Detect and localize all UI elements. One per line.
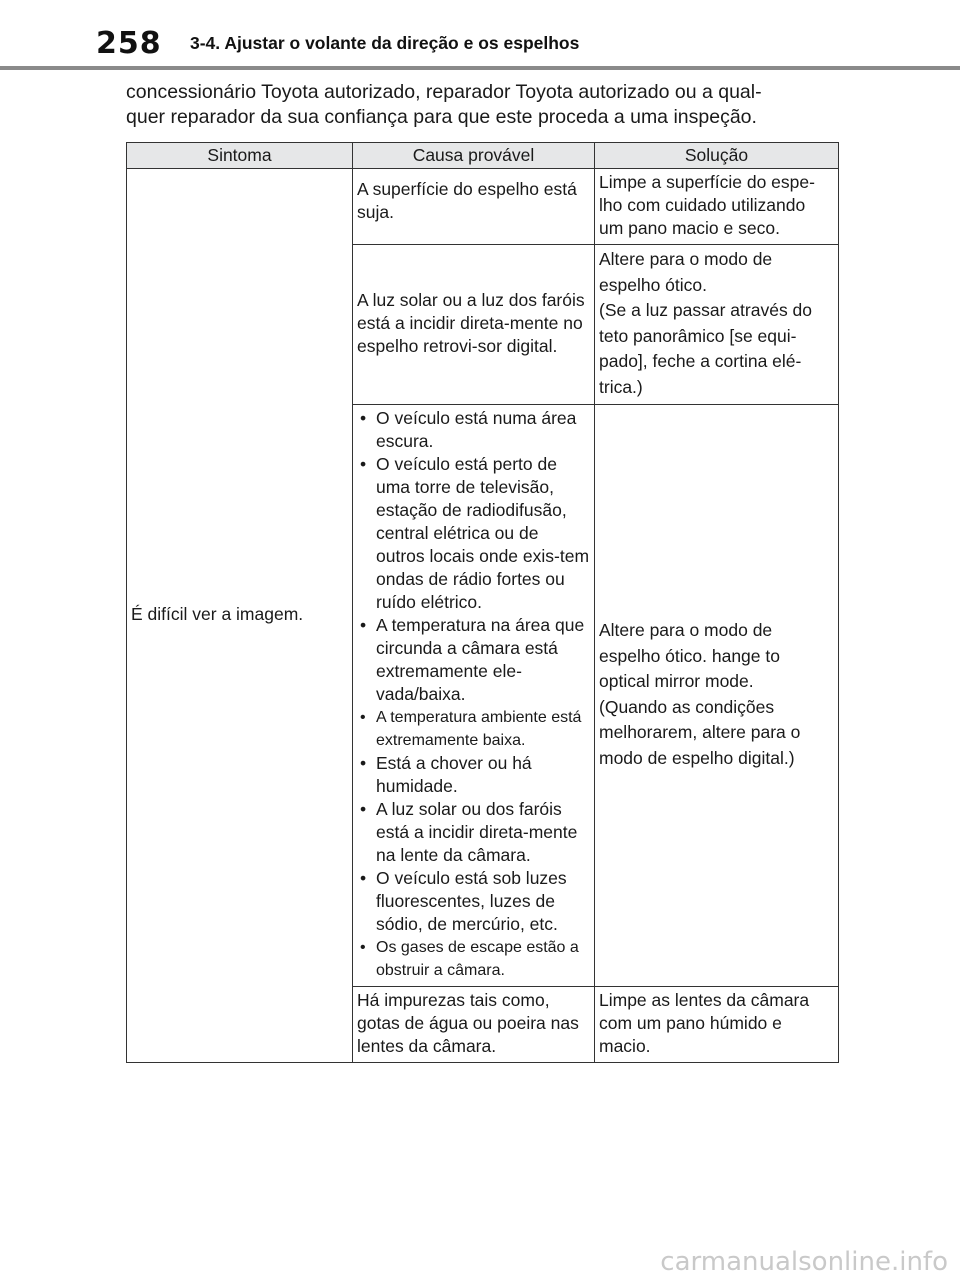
header-divider	[0, 66, 960, 70]
solution-cell	[595, 245, 839, 405]
cause-cell	[353, 405, 595, 987]
header-cause: Causa provável	[353, 143, 595, 169]
solution-cell: Limpe a superfície do espe-lho com cuidado utilizando um pano macio e seco.	[595, 169, 839, 245]
intro-line-2: quer reparador da sua confiança para que este proceda a uma inspeção.	[126, 106, 757, 128]
cause-item: • A luz solar ou dos faróis está a incidir direta-mente na lente da câmara.	[357, 798, 590, 867]
cause-item: • Está a chover ou há humidade.	[357, 752, 590, 798]
cause-list	[357, 407, 590, 982]
solution-cell: Limpe as lentes da câmara com um pano húmido e macio.	[595, 987, 839, 1063]
solution-line: (Se a luz passar através do teto panorâmico [se equi-pado], feche a cortina elé-trica.)	[599, 300, 813, 397]
solution-line: Altere para o modo de espelho ótico.	[599, 249, 773, 295]
cause-cell: Há impurezas tais como, gotas de água ou poeira nas lentes da câmara.	[353, 987, 595, 1063]
cause-item: • A temperatura ambiente está extremamente baixa.	[357, 706, 590, 752]
cause-item: • O veículo está numa área escura.	[357, 407, 590, 453]
solution-line: (Quando as condições melhorarem, altere para o modo de espelho digital.)	[599, 696, 801, 768]
symptom-table	[126, 142, 839, 1063]
header-symptom: Sintoma	[127, 143, 353, 169]
cause-item: • O veículo está perto de uma torre de televisão, estação de radiodifusão, central elétrica ou de outros locais onde exis-tem ondas de rádio fortes ou ruído elétrico.	[357, 453, 590, 614]
section-title: 3-4. Ajustar o volante da direção e os espelhos	[190, 33, 580, 53]
symptom-cell: É difícil ver a imagem.	[127, 169, 353, 1063]
header-solution: Solução	[595, 143, 839, 169]
cause-item: • Os gases de escape estão a obstruir a câmara.	[357, 936, 590, 982]
cause-cell: A superfície do espelho está suja.	[353, 169, 595, 245]
solution-cell	[595, 405, 839, 987]
table-header-row	[127, 143, 839, 169]
cause-cell: A luz solar ou a luz dos faróis está a incidir direta-mente no espelho retrovi-sor digital.	[353, 245, 595, 405]
cause-item: • A temperatura na área que circunda a câmara está extremamente ele-vada/baixa.	[357, 614, 590, 706]
intro-line-1: concessionário Toyota autorizado, reparador Toyota autorizado ou a qual-	[126, 81, 762, 103]
table-row	[127, 169, 839, 245]
watermark: carmanualsonline.info	[660, 1247, 948, 1277]
intro-paragraph	[126, 80, 838, 130]
page-number: 258	[96, 26, 162, 61]
page-header	[0, 0, 960, 72]
solution-line: Altere para o modo de espelho ótico. hange to optical mirror mode.	[599, 620, 780, 691]
cause-item: • O veículo está sob luzes fluorescentes, luzes de sódio, de mercúrio, etc.	[357, 867, 590, 936]
